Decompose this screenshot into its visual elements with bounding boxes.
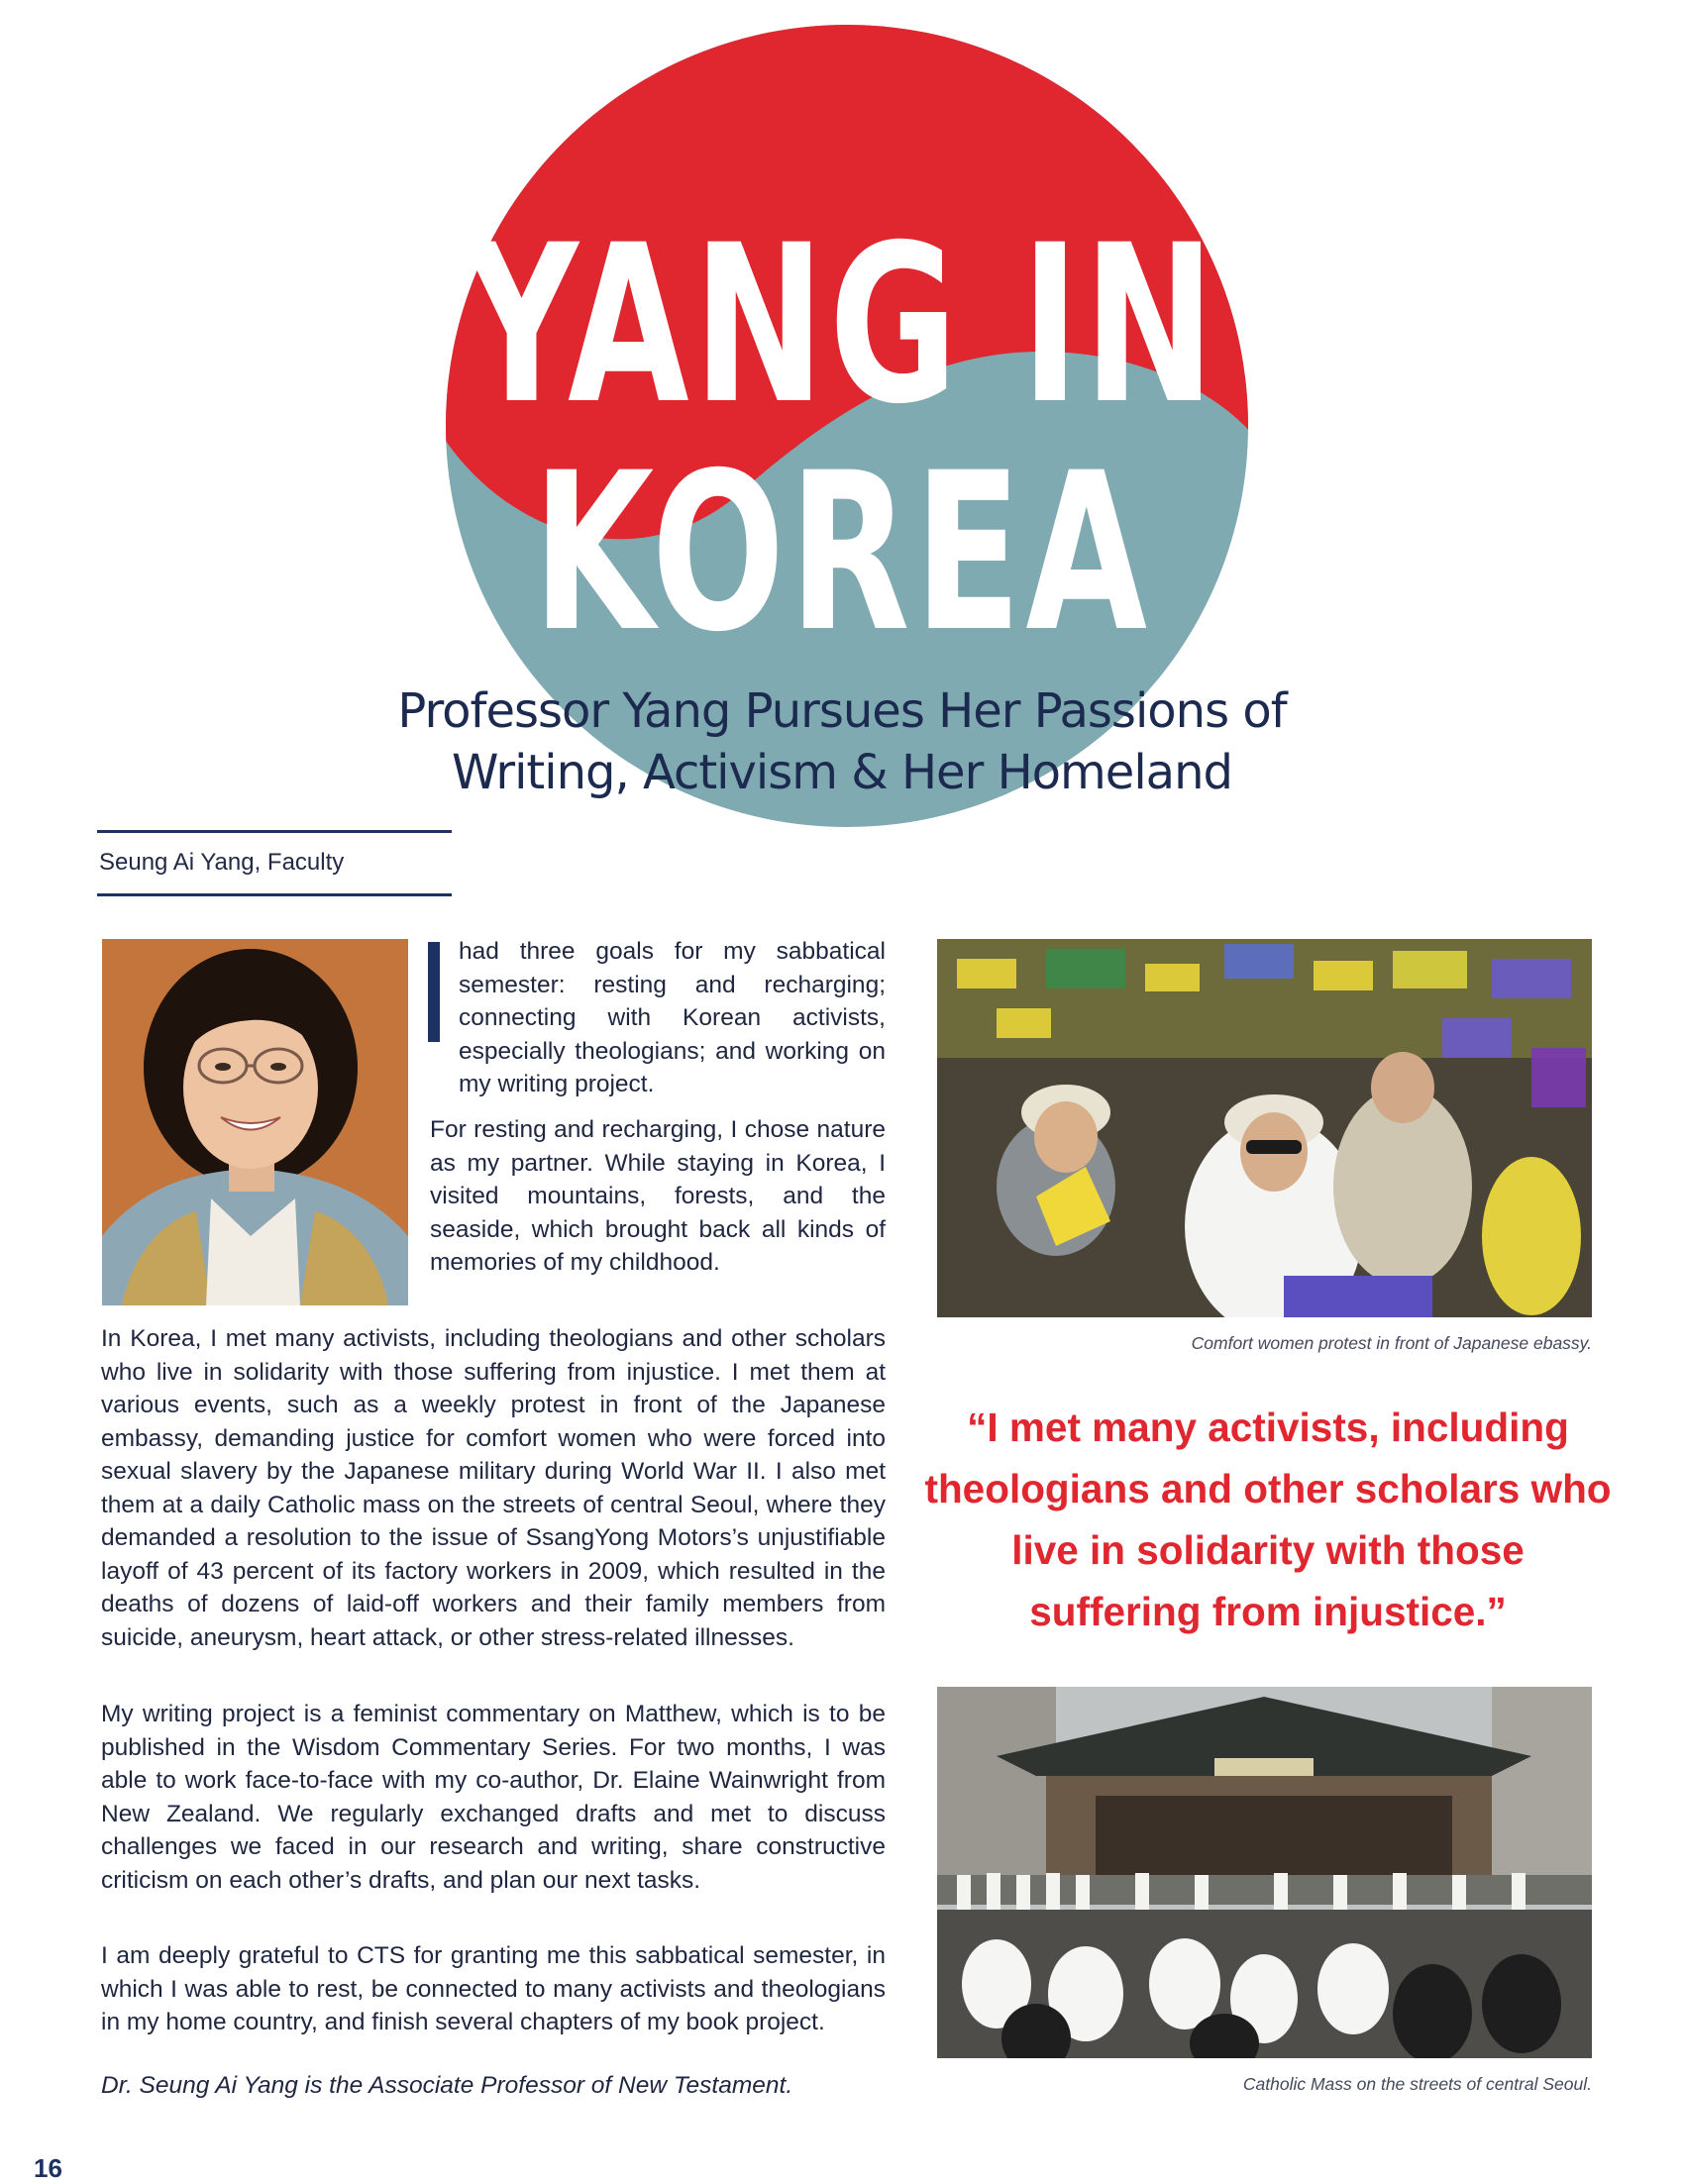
byline: Seung Ai Yang, Faculty [99, 849, 345, 876]
subtitle-line-2: Writing, Activism & Her Homeland [452, 745, 1232, 800]
drop-cap-bar [428, 942, 440, 1042]
protest-photo [937, 939, 1592, 1317]
pull-quote: “I met many activists, including theologians and other scholars who live in solidarity with those suffering from injustice.” [924, 1404, 1612, 1634]
catholic-mass-photo [937, 1687, 1592, 2058]
byline-rule-top [97, 830, 452, 833]
article-paragraph-4: My writing project is a feminist commentary on Matthew, which is to be published in the Wisdom Commentary Series. For two months, I was able to work face-to-face with my co-author, Dr. Elaine Wainwright from New Zealand. We regularly exchanged drafts and met to discuss challenges we faced in our research and writing, share constructive criticism on each other’s drafts, and plan our next tasks. [101, 1701, 886, 1894]
article-paragraph-2: For resting and recharging, I chose nature as my partner. While staying in Korea, I visited mountains, forests, and the seaside, which brought back all kinds of memories of my childhood. [430, 1116, 886, 1276]
article-paragraph-1: had three goals for my sabbatical semester: resting and recharging; connecting with Korean activists, especially theologians; and working on my writing project. [459, 938, 886, 1097]
page-number: 16 [34, 2153, 62, 2183]
title-line-2: KOREA [532, 426, 1152, 679]
caption-protest: Comfort women protest in front of Japanese ebassy. [1191, 1333, 1592, 1353]
article-paragraph-5: I am deeply grateful to CTS for granting me this sabbatical semester, in which I was able to rest, be connected to many activists and theologians in my home country, and finish several chapters of my book project. [101, 1942, 886, 2035]
author-bio: Dr. Seung Ai Yang is the Associate Professor of New Testament. [101, 2072, 793, 2099]
author-portrait [102, 939, 408, 1305]
subtitle-line-1: Professor Yang Pursues Her Passions of [397, 683, 1287, 739]
article-paragraph-3: In Korea, I met many activists, including theologians and other scholars who live in solidarity with those suffering from injustice. I met them at various events, such as a weekly protest in front of the Japanese embassy, demanding justice for comfort women who were forced into sexual slavery by the Japanese military during World War II. I also met them at a daily Catholic mass on the streets of central Seoul, where they demanded a resolution to the issue of SsangYong Motors’s unjustifiable layoff of 43 percent of its factory workers in 2009, which resulted in the deaths of dozens of laid-off workers and their family members from suicide, aneurysm, heart attack, or other stress-related illnesses. [101, 1325, 886, 1651]
byline-rule-bottom [97, 893, 452, 896]
title-line-1: YANG IN [465, 198, 1219, 452]
caption-mass: Catholic Mass on the streets of central Seoul. [1242, 2074, 1592, 2094]
